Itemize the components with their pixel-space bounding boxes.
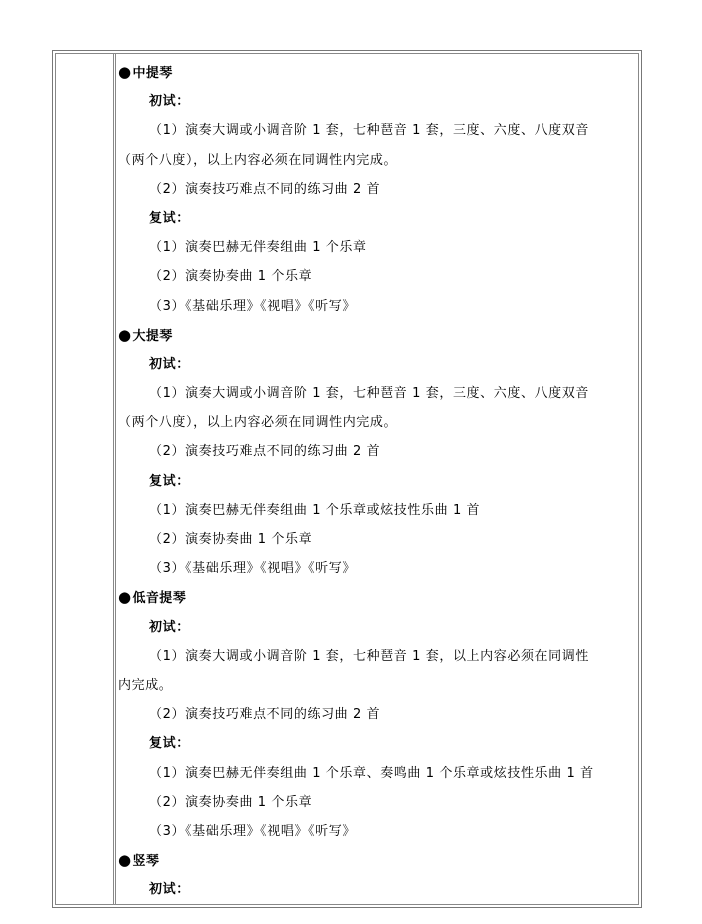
bullet-icon: ● [118,851,132,870]
bullet-icon: ● [118,588,132,607]
section-heading-harp [118,846,639,875]
requirement-line: （3）《基础乐理》《视唱》《听写》 [149,561,356,577]
requirement-line: （1）演奏巴赫无伴奏组曲 1 个乐章或炫技性乐曲 1 首 [149,502,481,518]
bullet-icon: ● [118,325,132,344]
preliminary-label: 初试： [149,619,190,635]
section-title: 中提琴 [132,66,173,81]
section-heading-cello [118,321,639,350]
requirement-line: （3）《基础乐理》《视唱》《听写》 [149,298,356,314]
requirement-line: （1）演奏巴赫无伴奏组曲 1 个乐章、奏鸣曲 1 个乐章或炫技性乐曲 1 首 [149,765,594,781]
requirement-line: （1）演奏大调或小调音阶 1 套，七种琶音 1 套，以上内容必须在同调性 [149,648,589,664]
preliminary-label: 初试： [149,94,190,110]
requirement-line: （2）演奏技巧难点不同的练习曲 2 首 [149,707,381,723]
requirement-line: （2）演奏协奏曲 1 个乐章 [149,269,313,285]
requirement-line: （1）演奏大调或小调音阶 1 套，七种琶音 1 套，三度、六度、八度双音 [149,123,589,139]
section-title: 竖琴 [132,854,160,870]
requirement-line: （1）演奏巴赫无伴奏组曲 1 个乐章 [149,240,367,256]
column-divider [113,53,116,905]
requirement-line-continued: （两个八度），以上内容必须在同调性内完成。 [118,415,398,431]
bullet-icon: ● [118,63,132,81]
requirement-line-continued: 内完成。 [118,677,173,693]
section-title: 大提琴 [132,328,173,344]
preliminary-label: 初试： [149,882,190,898]
retest-label: 复试： [149,473,190,489]
requirement-line-continued: （两个八度），以上内容必须在同调性内完成。 [118,152,398,168]
section-heading-double-bass [118,583,639,612]
requirement-line: （3）《基础乐理》《视唱》《听写》 [149,823,356,839]
requirement-line: （1）演奏大调或小调音阶 1 套，七种琶音 1 套，三度、六度、八度双音 [149,386,589,402]
requirement-line: （2）演奏技巧难点不同的练习曲 2 首 [149,181,381,197]
section-heading-viola [118,58,639,87]
requirements-cell [118,58,639,904]
requirement-line: （2）演奏协奏曲 1 个乐章 [149,794,313,810]
retest-label: 复试： [149,736,190,752]
retest-label: 复试： [149,210,190,226]
requirement-line: （2）演奏技巧难点不同的练习曲 2 首 [149,444,381,460]
preliminary-label: 初试： [149,356,190,372]
section-title: 低音提琴 [132,591,187,607]
requirement-line: （2）演奏协奏曲 1 个乐章 [149,532,313,547]
